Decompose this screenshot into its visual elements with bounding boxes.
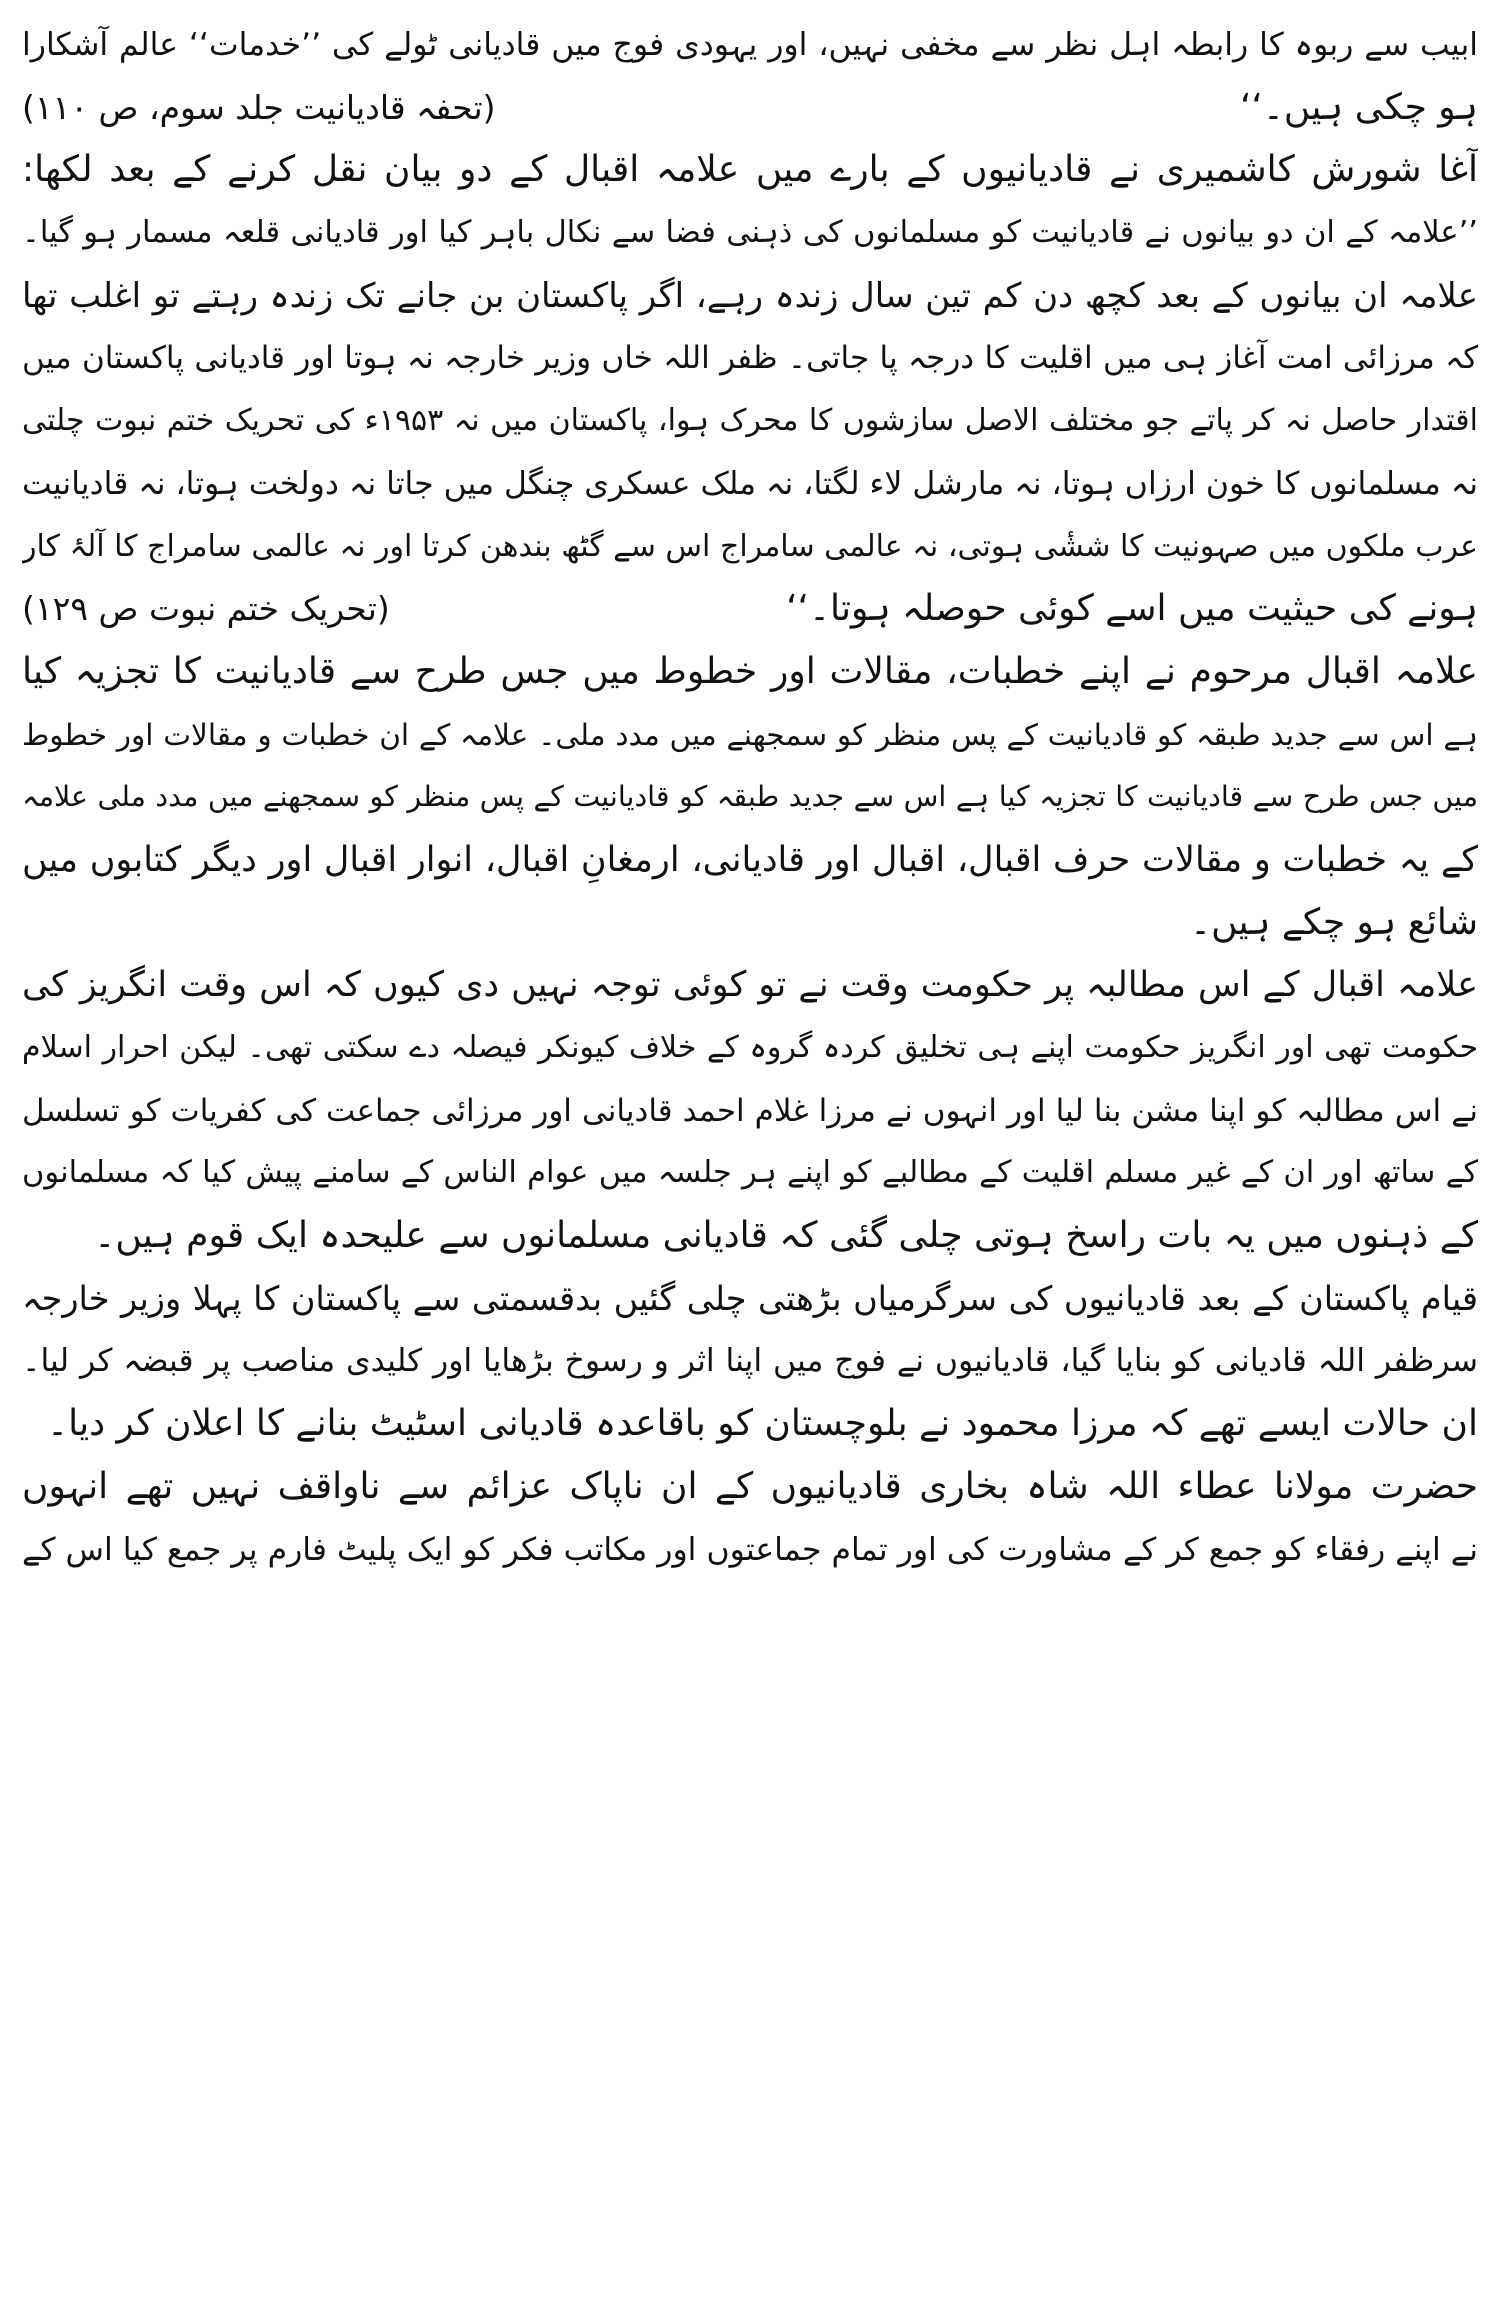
text-line-19: کے ساتھ اور ان کے غیر مسلم اقلیت کے مطالبے کو اپنے ہر جلسہ میں عوام الناس کے سامنے پیش کیا کہ مسلمانوں bbox=[22, 1155, 1478, 1191]
text-line-4: ’’علامہ کے ان دو بیانوں نے قادیانیت کو مسلمانوں کی ذہنی فضا سے نکال باہر کیا اور قادیانی قلعہ مسمار ہو گیا۔ bbox=[22, 215, 1478, 251]
text-line-11: علامہ اقبال مرحوم نے اپنے خطبات، مقالات اور خطوط میں جس طرح سے قادیانیت کا تجزیہ کیا bbox=[22, 650, 1478, 692]
text-line-3: آغا شورش کاشمیری نے قادیانیوں کے بارے میں علامہ اقبال کے دو بیان نقل کرنے کے بعد لکھا: bbox=[22, 149, 1478, 191]
document-page bbox=[22, 14, 1478, 1581]
line-text: ہونے کی حیثیت میں اسے کوئی حوصلہ ہوتا۔‘‘ bbox=[786, 588, 1478, 630]
text-line-14: کے یہ خطبات و مقالات حرف اقبال، اقبال اور قادیانی، ارمغانِ اقبال، انوار اقبال اور دیگر کتابوں میں bbox=[22, 839, 1478, 880]
text-line-21: قیام پاکستان کے بعد قادیانیوں کی سرگرمیاں بڑھتی چلی گئیں بدقسمتی سے پاکستان کا پہلا وزیر خارجہ bbox=[22, 1278, 1478, 1318]
text-line-12: ہے اس سے جدید طبقہ کو قادیانیت کے پس منظر کو سمجھنے میں مدد ملی۔ علامہ کے ان خطبات و مقالات اور خطوط bbox=[22, 717, 1478, 752]
text-line-9: عرب ملکوں میں صہونیت کا ششٔی ہوتی، نہ عالمی سامراج اس سے گٹھ بندھن کرتا اور نہ عالمی سامراج کا آلۂ کار bbox=[22, 528, 1478, 564]
text-line-20: کے ذہنوں میں یہ بات راسخ ہوتی چلی گئی کہ قادیانی مسلمانوں سے علیحدہ ایک قوم ہیں۔ bbox=[94, 1215, 1478, 1257]
text-line-1: ابیب سے ربوہ کا رابطہ اہل نظر سے مخفی نہیں، اور یہودی فوج میں قادیانی ٹولے کی ’’خدمات‘‘ عالم آشکارا bbox=[22, 27, 1478, 63]
text-line-17: حکومت تھی اور انگریز حکومت اپنے ہی تخلیق کردہ گروہ کے خلاف کیونکر فیصلہ دے سکتی تھی۔ لیکن احرار اسلام bbox=[22, 1030, 1478, 1065]
text-line-15: شائع ہو چکے ہیں۔ bbox=[1189, 901, 1478, 943]
text-line-16: علامہ اقبال کے اس مطالبہ پر حکومت وقت نے تو کوئی توجہ نہیں دی کیوں کہ اس وقت انگریز کی bbox=[22, 965, 1478, 1006]
text-line-24: حضرت مولانا عطاء اللہ شاہ بخاری قادیانیوں کے ان ناپاک عزائم سے ناواقف نہیں تھے انہوں bbox=[22, 1465, 1478, 1507]
text-line-25: نے اپنے رفقاء کو جمع کر کے مشاورت کی اور تمام جماعتوں اور مکاتب فکر کو ایک پلیٹ فارم پر جمع کیا اس کے bbox=[22, 1531, 1478, 1568]
text-line-23: ان حالات ایسے تھے کہ مرزا محمود نے بلوچستان کو باقاعدہ قادیانی اسٹیٹ بنانے کا اعلان کر دیا۔ bbox=[47, 1403, 1478, 1445]
text-line-5: علامہ ان بیانوں کے بعد کچھ دن کم تین سال زندہ رہے، اگر پاکستان بن جانے تک زندہ رہتے تو اغلب تھا bbox=[22, 275, 1478, 316]
text-line-7: اقتدار حاصل نہ کر پاتے جو مختلف الاصل سازشوں کا محرک ہوا، پاکستان میں نہ ۱۹۵۳ء کی تحریک ختم نبوت چلتی bbox=[22, 403, 1478, 439]
text-line-2 bbox=[22, 77, 1478, 140]
text-line-10 bbox=[22, 578, 1478, 641]
text-line-13: میں جس طرح سے قادیانیت کا تجزیہ کیا ہے اس سے جدید طبقہ کو قادیانیت کے پس منظر کو سمجھنے میں مدد ملی علامہ bbox=[22, 780, 1478, 814]
text-line-8: نہ مسلمانوں کا خون ارزاں ہوتا، نہ مارشل لاء لگتا، نہ ملک عسکری چنگل میں جاتا نہ دولخت ہوتا، نہ قادیانیت bbox=[22, 465, 1478, 502]
text-line-18: نے اس مطالبہ کو اپنا مشن بنا لیا اور انہوں نے مرزا غلام احمد قادیانی اور مرزائی جماعت کی کفریات کو تسلسل bbox=[22, 1092, 1478, 1129]
citation: (تحریک ختم نبوت ص ۱۲۹) bbox=[22, 589, 390, 629]
line-text: ہو چکی ہیں۔‘‘ bbox=[1239, 86, 1478, 128]
citation: (تحفہ قادیانیت جلد سوم، ص ۱۱۰) bbox=[22, 87, 496, 127]
text-line-6: کہ مرزائی امت آغاز ہی میں اقلیت کا درجہ پا جاتی۔ ظفر اللہ خاں وزیر خارجہ نہ ہوتا اور قادیانی پاکستان میں bbox=[22, 340, 1478, 377]
text-line-22: سرظفر اللہ قادیانی کو بنایا گیا، قادیانیوں نے فوج میں اپنا اثر و رسوخ بڑھایا اور کلیدی مناصب پر قبضہ کر لیا۔ bbox=[22, 1343, 1478, 1380]
